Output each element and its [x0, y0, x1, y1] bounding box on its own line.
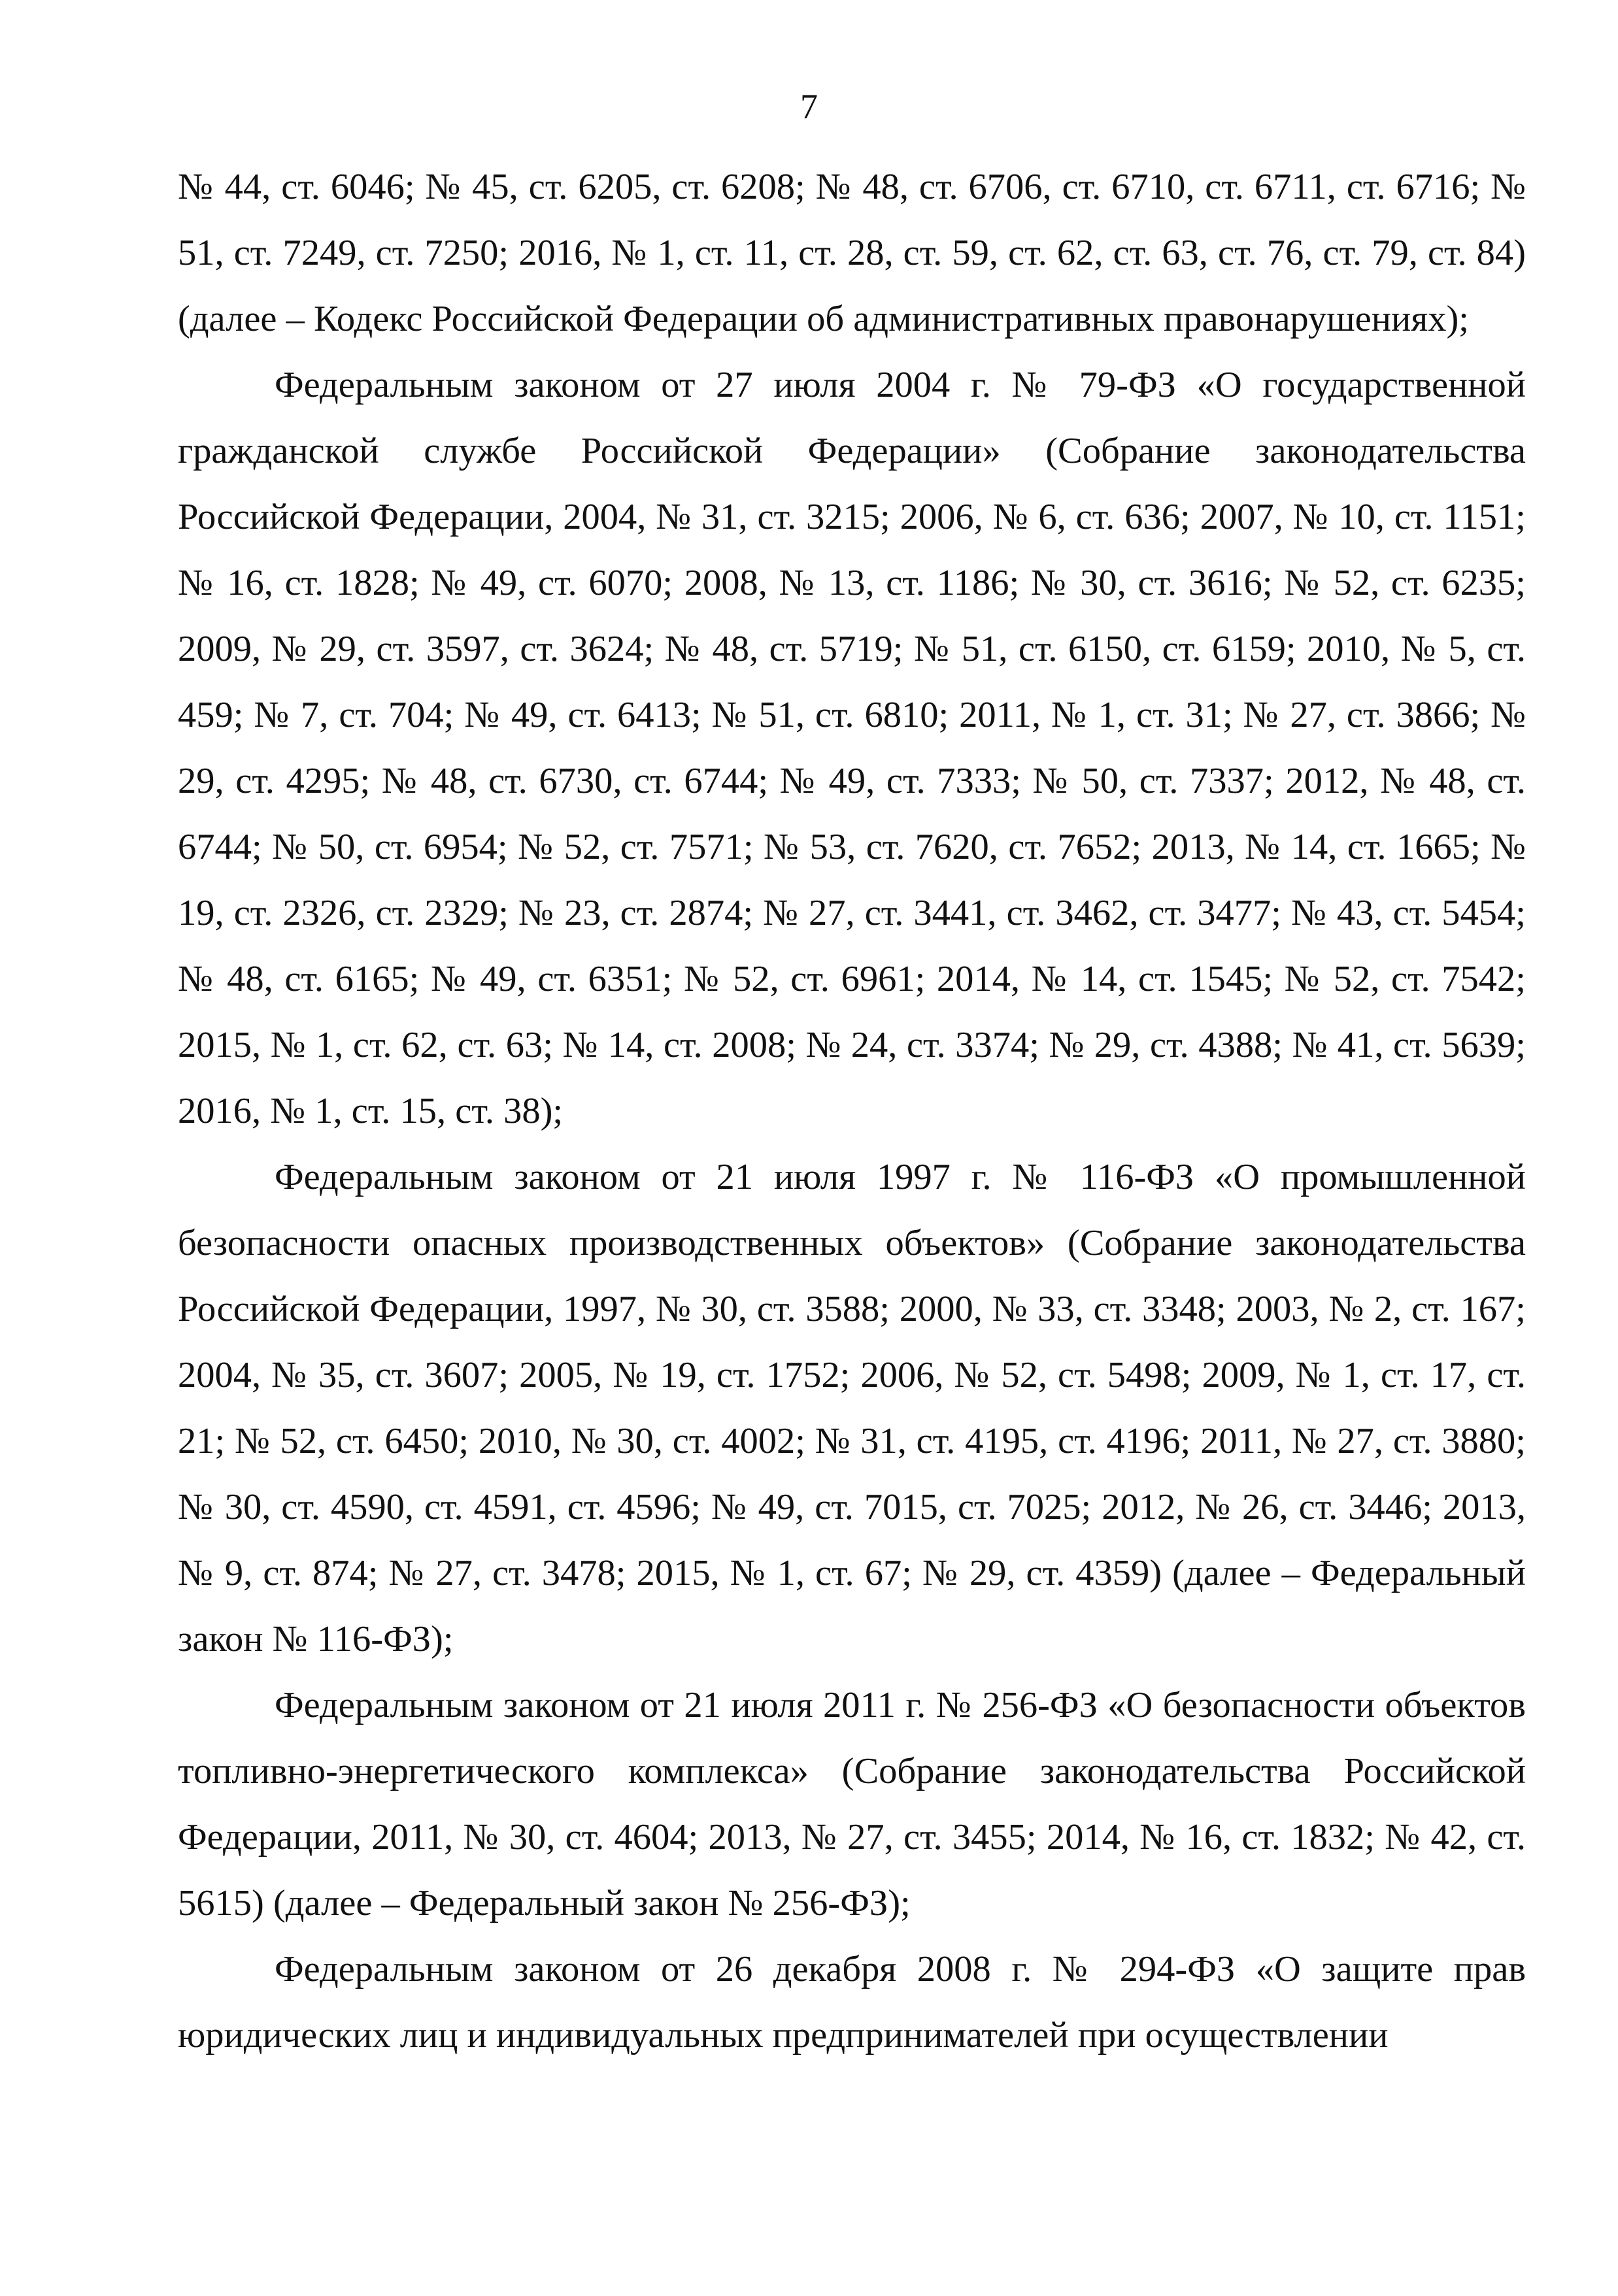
paragraph-koap-continuation: № 44, ст. 6046; № 45, ст. 6205, ст. 6208; № 48, ст. 6706, ст. 6710, ст. 6711, ст. 6716; № 51, ст. 7249, ст. 7250; 2016, № 1, ст. 11, ст. 28, ст. 59, ст. 62, ст. 63, ст. 76, ст. 79, ст. 84) (далее – Кодекс Российской Федерации об административных правонарушениях); [178, 167, 1526, 339]
paragraph-law-79-fz: Федеральным законом от 27 июля 2004 г. № 79-ФЗ «О государственной гражданской службе Российской Федерации» (Собрание законодательства Российской Федерации, 2004, № 31, ст. 3215; 2006, № 6, ст. 636; 2007, № 10, ст. 1151; № 16, ст. 1828; № 49, ст. 6070; 2008, № 13, ст. 1186; № 30, ст. 3616; № 52, ст. 6235; 2009, № 29, ст. 3597, ст. 3624; № 48, ст. 5719; № 51, ст. 6150, ст. 6159; 2010, № 5, ст. 459; № 7, ст. 704; № 49, ст. 6413; № 51, ст. 6810; 2011, № 1, ст. 31; № 27, ст. 3866; № 29, ст. 4295; № 48, ст. 6730, ст. 6744; № 49, ст. 7333; № 50, ст. 7337; 2012, № 48, ст. 6744; № 50, ст. 6954; № 52, ст. 7571; № 53, ст. 7620, ст. 7652; 2013, № 14, ст. 1665; № 19, ст. 2326, ст. 2329; № 23, ст. 2874; № 27, ст. 3441, ст. 3462, ст. 3477; № 43, ст. 5454; № 48, ст. 6165; № 49, ст. 6351; № 52, ст. 6961; 2014, № 14, ст. 1545; № 52, ст. 7542; 2015, № 1, ст. 62, ст. 63; № 14, ст. 2008; № 24, ст. 3374; № 29, ст. 4388; № 41, ст. 5639; 2016, № 1, ст. 15, ст. 38); [178, 365, 1526, 1131]
page-number: 7 [800, 87, 818, 126]
paragraph-law-116-fz: Федеральным законом от 21 июля 1997 г. № 116-ФЗ «О промышленной безопасности опасных производственных объектов» (Собрание законодательства Российской Федерации, 1997, № 30, ст. 3588; 2000, № 33, ст. 3348; 2003, № 2, ст. 167; 2004, № 35, ст. 3607; 2005, № 19, ст. 1752; 2006, № 52, ст. 5498; 2009, № 1, ст. 17, ст. 21; № 52, ст. 6450; 2010, № 30, ст. 4002; № 31, ст. 4195, ст. 4196; 2011, № 27, ст. 3880; № 30, ст. 4590, ст. 4591, ст. 4596; № 49, ст. 7015, ст. 7025; 2012, № 26, ст. 3446; 2013, № 9, ст. 874; № 27, ст. 3478; 2015, № 1, ст. 67; № 29, ст. 4359) (далее – Федеральный закон № 116-ФЗ); [178, 1157, 1526, 1659]
document-body [178, 154, 1526, 2069]
paragraph-law-294-fz: Федеральным законом от 26 декабря 2008 г. № 294-ФЗ «О защите прав юридических лиц и индивидуальных предпринимателей при осуществлении [178, 1949, 1526, 2055]
paragraph-law-256-fz: Федеральным законом от 21 июля 2011 г. № 256-ФЗ «О безопасности объектов топливно-энергетического комплекса» (Собрание законодательства Российской Федерации, 2011, № 30, ст. 4604; 2013, № 27, ст. 3455; 2014, № 16, ст. 1832; № 42, ст. 5615) (далее – Федеральный закон № 256-ФЗ); [178, 1685, 1526, 1923]
